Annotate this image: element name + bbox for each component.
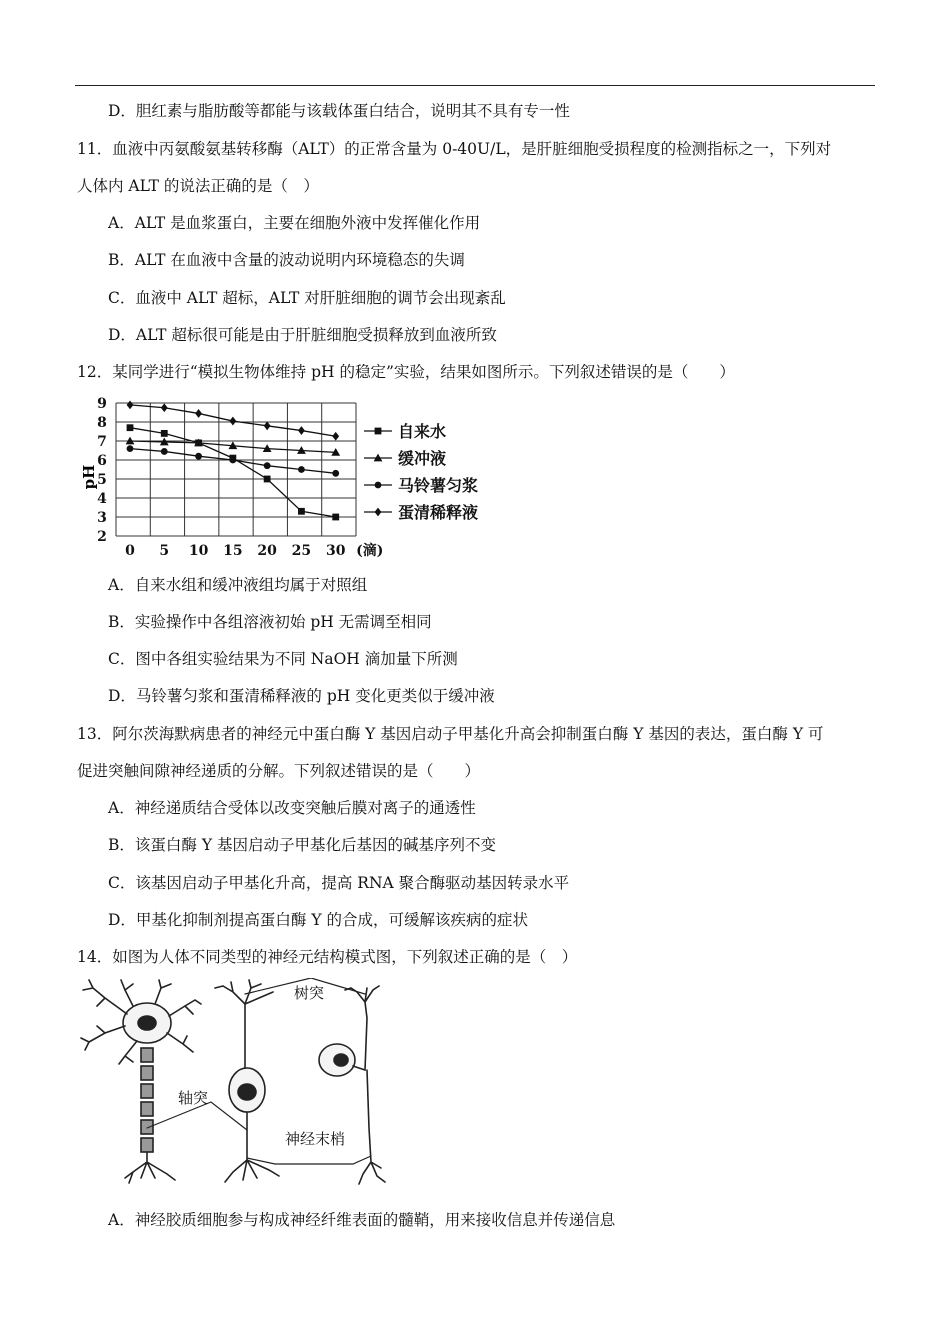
data-point — [375, 508, 382, 517]
data-point — [332, 514, 339, 521]
q11-option-b: B．ALT 在血液中含量的波动说明内环境稳态的失调 — [108, 251, 465, 269]
q11-stem-line2: 人体内 ALT 的说法正确的是（ ） — [77, 177, 319, 195]
q13-option-b: B．该蛋白酶 Y 基因启动子甲基化后基因的碱基序列不变 — [108, 836, 496, 854]
y-tick-label: 6 — [97, 453, 107, 469]
chart-legend — [364, 422, 478, 522]
q13-stem-line2: 促进突触间隙神经递质的分解。下列叙述错误的是（ ） — [77, 762, 481, 780]
q12-option-c: C．图中各组实验结果为不同 NaOH 滴加量下所测 — [108, 650, 458, 668]
x-tick-label: 15 — [223, 543, 243, 559]
ph-line-chart — [80, 395, 500, 565]
q11-option-d: D．ALT 超标很可能是由于肝脏细胞受损释放到血液所致 — [108, 326, 497, 344]
q14-stem: 14．如图为人体不同类型的神经元结构模式图，下列叙述正确的是（ ） — [77, 948, 578, 966]
data-point — [298, 508, 305, 515]
y-tick-label: 5 — [97, 472, 107, 488]
nerve-ending-callout — [247, 1156, 371, 1164]
q13-option-c: C．该基因启动子甲基化升高，提高 RNA 聚合酶驱动基因转录水平 — [108, 874, 570, 892]
y-tick-label: 9 — [97, 396, 107, 412]
q13-stem-line1: 13．阿尔茨海默病患者的神经元中蛋白酶 Y 基因启动子甲基化升高会抑制蛋白酶 Y 基因的表达，蛋白酶 Y 可 — [77, 725, 824, 743]
series-triangle — [126, 437, 341, 456]
data-point — [229, 417, 236, 426]
q12-option-a: A．自来水组和缓冲液组均属于对照组 — [108, 576, 368, 594]
data-point — [375, 482, 382, 489]
legend-label: 自来水 — [398, 422, 447, 441]
dendrite-label: 树突 — [293, 984, 325, 1002]
y-tick-label: 8 — [97, 415, 107, 431]
data-point — [161, 448, 168, 455]
data-point — [195, 409, 202, 418]
series-square — [127, 424, 340, 520]
y-tick-label: 7 — [97, 434, 107, 450]
x-tick-label: 25 — [291, 543, 312, 559]
header-rule — [75, 85, 875, 86]
x-tick-label: 5 — [159, 543, 170, 559]
y-tick-label: 3 — [97, 510, 107, 526]
legend-entry — [364, 449, 446, 468]
data-point — [298, 466, 305, 473]
data-point — [127, 401, 134, 410]
legend-label: 马铃薯匀浆 — [398, 476, 479, 495]
y-tick-label: 4 — [97, 491, 107, 507]
q13-option-a: A．神经递质结合受体以改变突触后膜对离子的通透性 — [108, 799, 476, 817]
bipolar-neuron — [215, 980, 279, 1182]
q12-option-b: B．实验操作中各组溶液初始 pH 无需调至相同 — [108, 613, 432, 631]
q12-stem: 12．某同学进行“模拟生物体维持 pH 的稳定”实验，结果如图所示。下列叙述错误的是（ ） — [77, 363, 735, 381]
series-diamond — [127, 401, 340, 441]
chart-ticks — [97, 396, 383, 559]
legend-entry — [364, 476, 478, 495]
q11-stem-line1: 11．血液中丙氨酸氨基转移酶（ALT）的正常含量为 0-40U/L，是肝脏细胞受损程度的检测指标之一，下列对 — [77, 140, 832, 158]
axon-label: 轴突 — [177, 1089, 209, 1107]
data-point — [264, 421, 271, 430]
data-point — [332, 432, 339, 441]
multipolar-neuron — [81, 980, 201, 1183]
data-point — [195, 453, 202, 460]
data-point — [264, 462, 271, 469]
prev-option-d: D．胆红素与脂肪酸等都能与该载体蛋白结合，说明其不具有专一性 — [108, 102, 570, 120]
y-axis-label: pH — [80, 464, 98, 490]
q11-option-a: A．ALT 是血浆蛋白，主要在细胞外液中发挥催化作用 — [108, 214, 481, 232]
q11-option-c: C．血液中 ALT 超标，ALT 对肝脏细胞的调节会出现紊乱 — [108, 289, 506, 307]
neuron-diagram — [75, 978, 405, 1193]
legend-label: 蛋清稀释液 — [398, 503, 479, 522]
legend-label: 缓冲液 — [398, 449, 447, 468]
data-point — [375, 428, 382, 435]
q13-option-d: D．甲基化抑制剂提高蛋白酶 Y 的合成，可缓解该疾病的症状 — [108, 911, 529, 929]
data-point — [127, 445, 134, 452]
nerve-ending-label: 神经末梢 — [284, 1130, 346, 1148]
x-tick-label: 10 — [188, 543, 209, 559]
legend-entry — [364, 422, 446, 441]
data-point — [229, 457, 236, 464]
data-point — [298, 426, 305, 435]
chart-grid — [116, 403, 356, 536]
data-point — [264, 476, 271, 483]
x-tick-label: 0 — [125, 543, 135, 559]
x-tick-label: 30 — [325, 543, 346, 559]
data-point — [161, 430, 168, 437]
data-point — [332, 470, 339, 477]
legend-entry — [364, 503, 478, 522]
data-point — [127, 424, 134, 431]
q14-option-a: A．神经胶质细胞参与构成神经纤维表面的髓鞘，用来接收信息并传递信息 — [108, 1211, 616, 1229]
series-circle — [127, 445, 340, 477]
pseudounipolar-neuron — [319, 986, 385, 1184]
y-tick-label: 2 — [97, 529, 107, 545]
q12-option-d: D．马铃薯匀浆和蛋清稀释液的 pH 变化更类似于缓冲液 — [108, 687, 495, 705]
x-tick-label: 20 — [257, 543, 277, 559]
x-axis-label: (滴) — [356, 543, 384, 559]
data-point — [161, 403, 168, 412]
